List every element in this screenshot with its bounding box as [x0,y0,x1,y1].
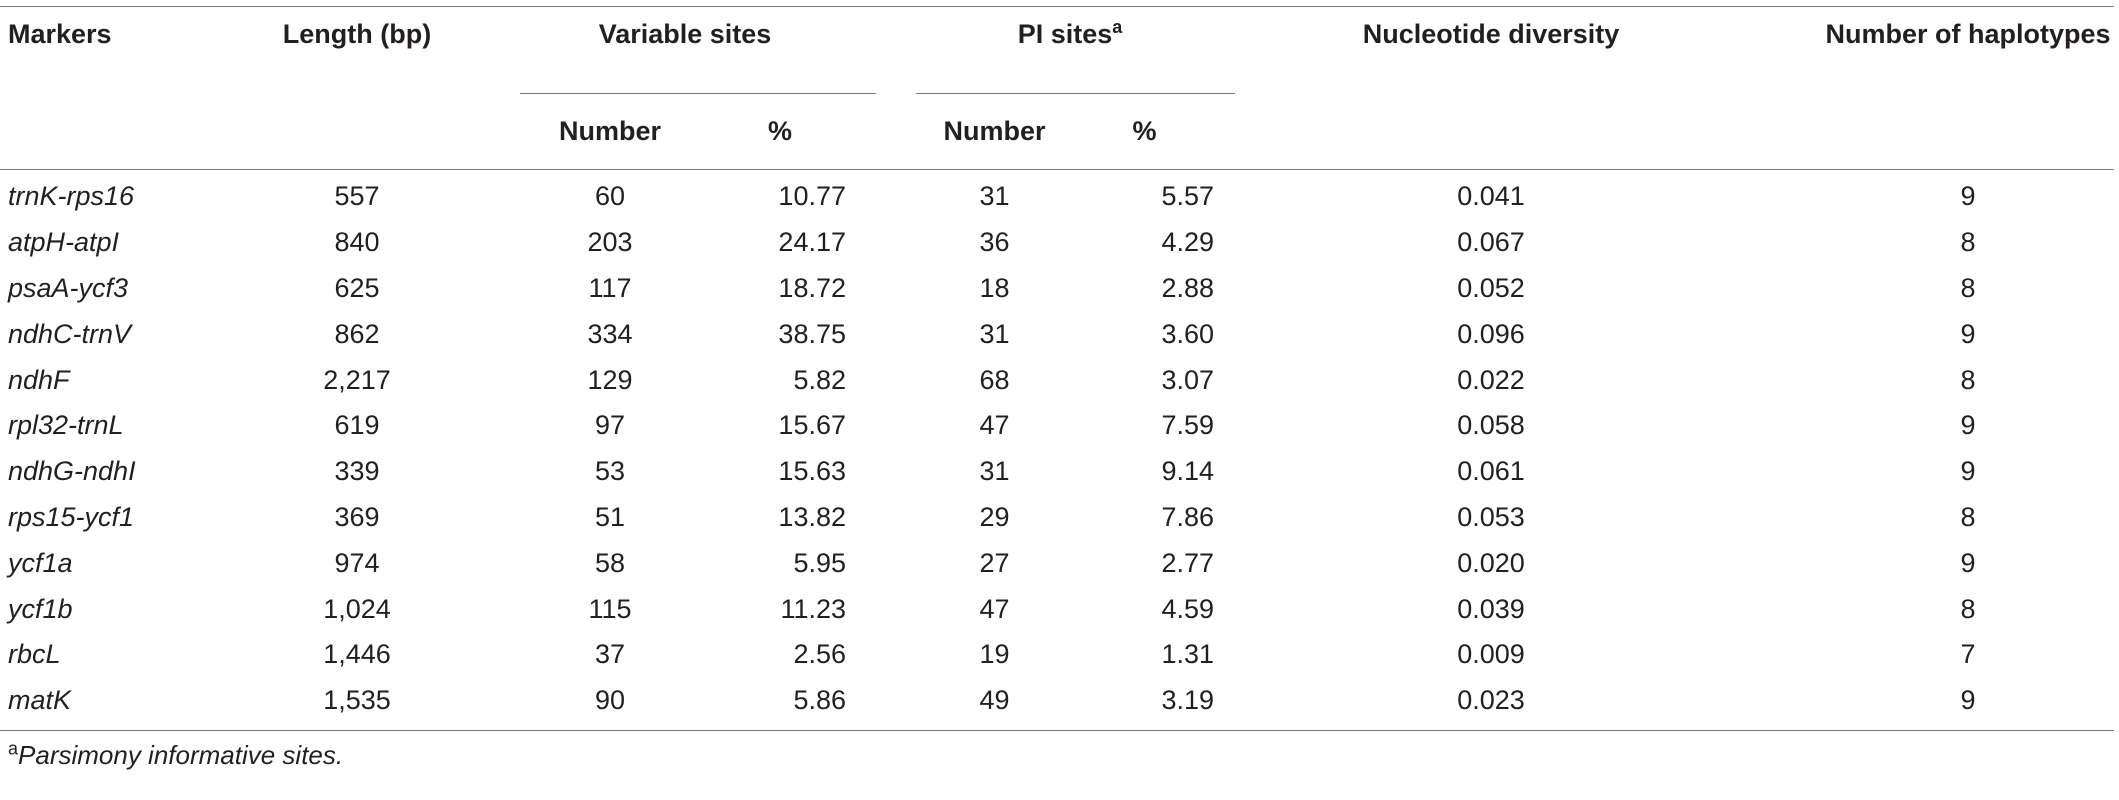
header-markers-spacer [0,94,224,170]
cell-variable-percent: 15.63 [778,456,846,487]
cell-variable-number: 117 [588,272,632,303]
cell-haplotypes: 8 [1960,272,1976,303]
header-variable-number: Number [558,116,661,146]
cell-variable-number: 115 [588,593,632,624]
cell-variable-percent: 5.86 [793,685,846,716]
cell-pi-number: 31 [979,181,1010,212]
cell-variable-percent: 15.67 [778,410,846,441]
table-row [0,586,2114,632]
header-pi-sites [880,7,1260,95]
table-header [0,7,2114,170]
cell-variable-percent: 5.82 [793,364,846,395]
header-row-sub [0,94,2114,170]
cell-haplotypes: 9 [1960,410,1976,441]
cell-nucleotide-diversity: 0.041 [1457,181,1525,212]
cell-length: 1,446 [323,639,391,670]
cell-nucleotide-diversity: 0.061 [1457,456,1525,487]
cell-nucleotide-diversity: 0.096 [1457,318,1525,349]
cell-pi-number: 47 [979,410,1010,441]
cell-variable-number: 51 [594,501,626,532]
cell-nucleotide-diversity: 0.023 [1457,685,1525,716]
cell-pi-percent: 3.07 [1161,364,1215,395]
cell-marker: atpH-atpI [8,227,120,258]
cell-pi-number: 47 [979,593,1010,624]
cell-variable-number: 58 [594,547,626,578]
cell-pi-percent: 7.86 [1161,501,1215,532]
cell-haplotypes: 9 [1960,456,1976,487]
header-nd-spacer [1260,94,1702,170]
footnote-mark: a [8,738,19,759]
cell-pi-number: 49 [979,685,1010,716]
cell-marker: ndhG-ndhI [8,456,136,487]
cell-haplotypes: 9 [1960,181,1976,212]
cell-haplotypes: 8 [1960,227,1976,258]
cell-pi-percent: 2.77 [1161,547,1215,578]
cell-haplotypes: 8 [1960,501,1976,532]
cell-haplotypes: 8 [1960,593,1976,624]
table-footnote [8,740,343,771]
cell-nucleotide-diversity: 0.020 [1457,547,1525,578]
cell-variable-number: 97 [594,410,626,441]
cell-marker: rbcL [8,639,61,670]
cell-pi-number: 18 [979,272,1010,303]
cell-marker: ndhF [8,364,70,395]
cell-nucleotide-diversity: 0.022 [1457,364,1525,395]
cell-pi-number: 27 [979,547,1010,578]
table-row [0,311,2114,357]
cell-haplotypes: 9 [1960,547,1976,578]
cell-pi-percent: 4.29 [1161,227,1215,258]
cell-nucleotide-diversity: 0.009 [1457,639,1525,670]
header-length-spacer [224,94,490,170]
cell-nucleotide-diversity: 0.039 [1457,593,1525,624]
table-row [0,495,2114,541]
cell-variable-number: 37 [594,639,626,670]
pi-sites-underline [916,93,1235,94]
cell-variable-number: 203 [587,227,633,258]
cell-pi-percent: 4.59 [1161,593,1215,624]
table-row [0,540,2114,586]
cell-length: 557 [334,181,380,212]
table-row [0,266,2114,312]
header-pi-number: Number [943,116,1046,146]
cell-nucleotide-diversity: 0.053 [1457,501,1525,532]
cell-length: 1,535 [323,685,391,716]
cell-marker: psaA-ycf3 [8,272,129,303]
cell-variable-number: 129 [587,364,633,395]
header-pi-sites-footnote-mark: a [1112,17,1123,37]
cell-haplotypes: 8 [1960,364,1976,395]
cell-length: 619 [334,410,380,441]
cell-length: 625 [334,272,380,303]
variable-sites-underline [520,93,876,94]
cell-pi-number: 68 [979,364,1010,395]
table-row [0,449,2114,495]
header-nucleotide-diversity: Nucleotide diversity [1362,19,1620,49]
cell-length: 862 [334,318,380,349]
cell-marker: ndhC-trnV [8,318,132,349]
cell-variable-number: 334 [587,318,633,349]
table-row [0,678,2114,730]
table-row [0,357,2114,403]
cell-marker: trnK-rps16 [8,181,135,212]
table-row [0,403,2114,449]
cell-length: 339 [334,456,380,487]
cell-length: 1,024 [323,593,391,624]
header-variable-sites [490,7,880,95]
cell-marker: rps15-ycf1 [8,501,135,532]
table-row [0,220,2114,266]
cell-marker: rpl32-trnL [8,410,124,441]
header-hap-spacer [1702,94,2114,170]
cell-haplotypes: 9 [1960,318,1976,349]
cell-pi-percent: 3.60 [1161,318,1215,349]
cell-pi-percent: 2.88 [1161,272,1215,303]
cell-length: 369 [334,501,380,532]
cell-pi-number: 19 [979,639,1010,670]
cell-pi-percent: 5.57 [1161,181,1215,212]
cell-variable-number: 53 [594,456,626,487]
cell-haplotypes: 7 [1960,639,1976,670]
header-length: Length (bp) [282,19,432,49]
cell-pi-percent: 9.14 [1161,456,1215,487]
cell-variable-percent: 38.75 [778,318,846,349]
header-haplotypes: Number of haplotypes [1825,19,2111,49]
cell-nucleotide-diversity: 0.067 [1457,227,1525,258]
cell-pi-percent: 1.31 [1161,639,1215,670]
cell-marker: matK [8,685,72,716]
cell-variable-number: 60 [594,181,626,212]
cell-pi-number: 29 [979,501,1010,532]
header-pi-percent: % [1132,116,1157,146]
cell-variable-percent: 18.72 [778,272,846,303]
cell-haplotypes: 9 [1960,685,1976,716]
header-row-main [0,7,2114,95]
header-markers: Markers [8,19,112,49]
cell-length: 840 [334,227,380,258]
cell-pi-percent: 7.59 [1161,410,1215,441]
table-row [0,170,2114,220]
cell-pi-percent: 3.19 [1161,685,1215,716]
data-table [0,6,2114,731]
cell-marker: ycf1a [8,547,73,578]
cell-variable-number: 90 [594,685,626,716]
table-body [0,170,2114,731]
cell-nucleotide-diversity: 0.052 [1457,272,1525,303]
cell-variable-percent: 10.77 [778,181,846,212]
cell-variable-percent: 11.23 [780,593,846,624]
cell-pi-number: 36 [979,227,1010,258]
header-variable-sites-label: Variable sites [598,19,772,49]
cell-variable-percent: 5.95 [793,547,846,578]
header-pi-sites-label: PI sites [1017,19,1113,49]
footnote-text: Parsimony informative sites. [18,740,344,770]
cell-variable-percent: 13.82 [778,501,846,532]
cell-length: 2,217 [323,364,391,395]
cell-variable-percent: 24.17 [778,227,846,258]
cell-pi-number: 31 [979,318,1010,349]
cell-nucleotide-diversity: 0.058 [1457,410,1525,441]
cell-length: 974 [334,547,380,578]
header-variable-percent: % [767,116,792,146]
cell-pi-number: 31 [979,456,1010,487]
cell-variable-percent: 2.56 [793,639,846,670]
table-row [0,632,2114,678]
cell-marker: ycf1b [8,593,73,624]
